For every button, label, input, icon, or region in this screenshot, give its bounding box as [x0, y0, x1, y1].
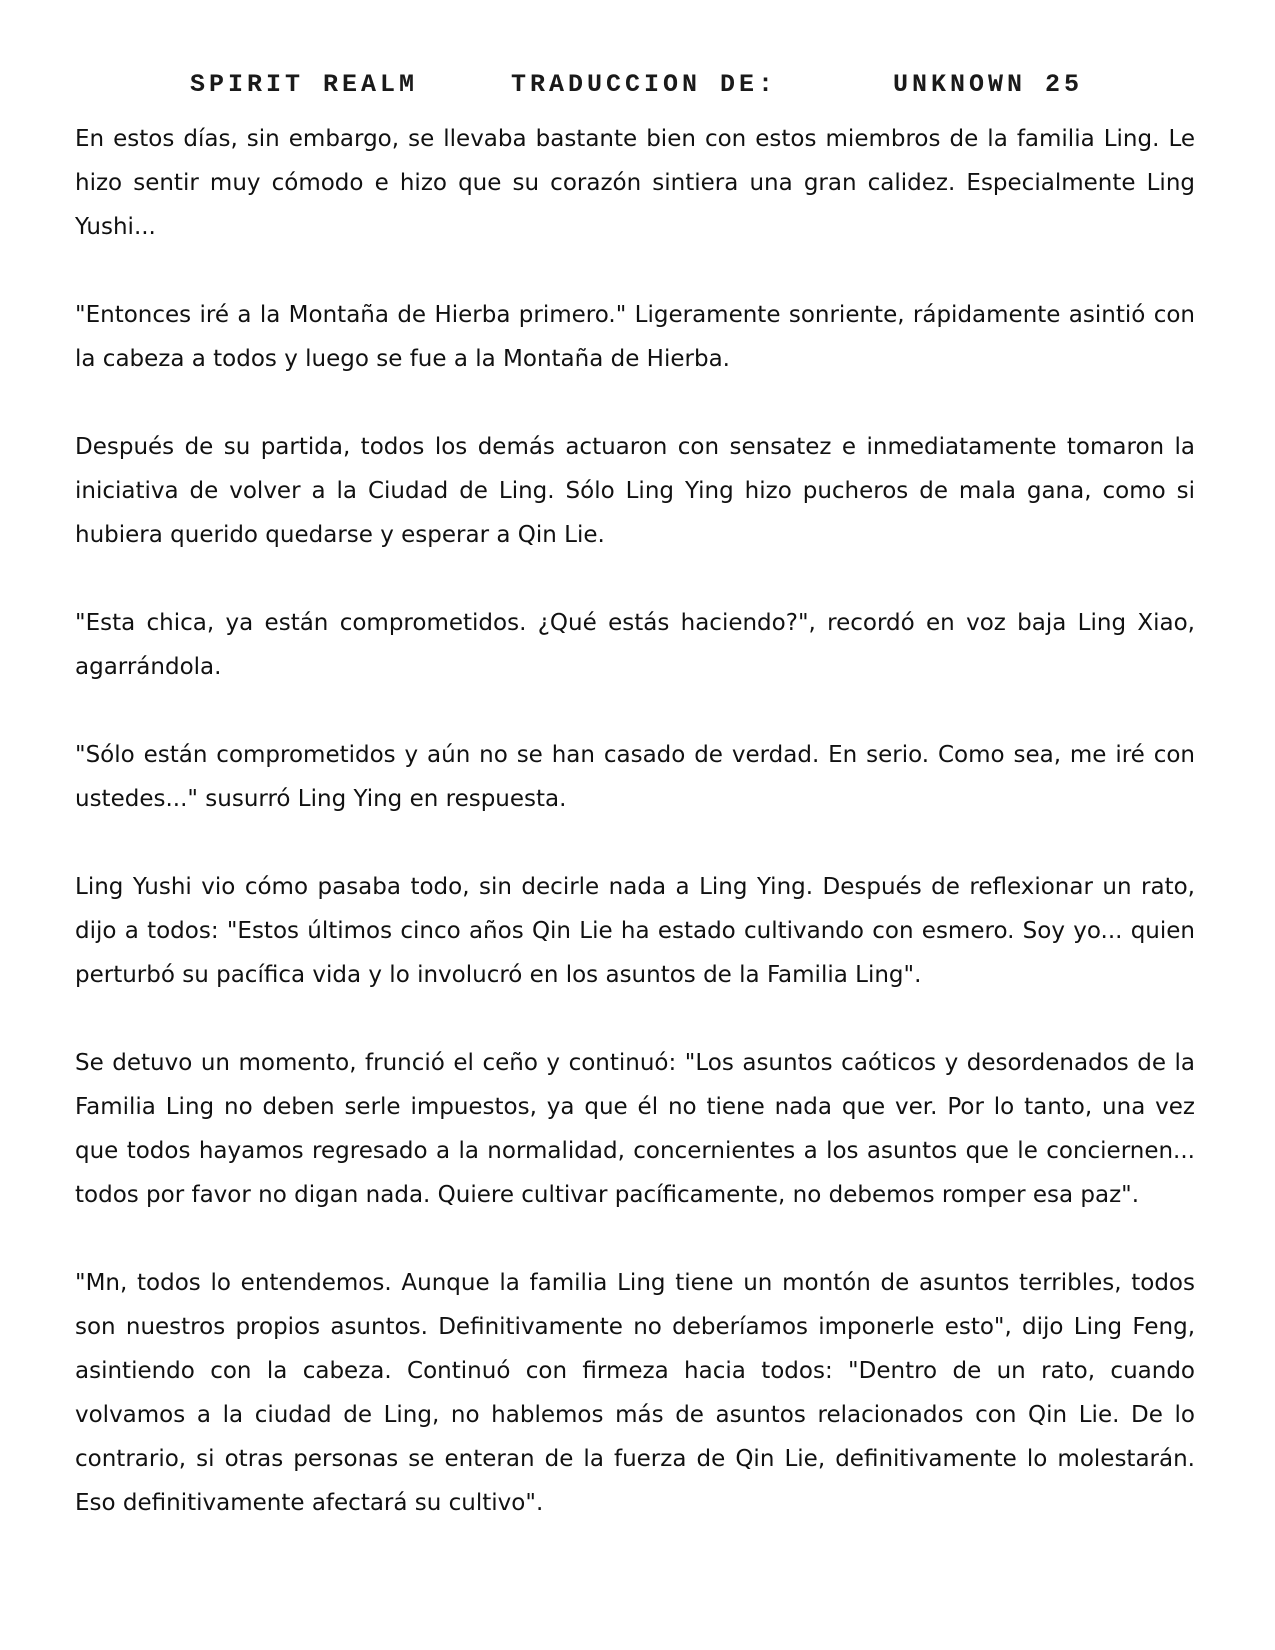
paragraph: En estos días, sin embargo, se llevaba bastante bien con estos miembros de la familia Ling. Le hizo sentir muy cómodo e hizo que su corazón sintiera una gran calidez. Especialmente Ling Yushi...	[75, 126, 1195, 240]
header-series-title: SPIRIT REALM	[190, 70, 419, 99]
page-header	[0, 70, 1275, 110]
paragraph: Después de su partida, todos los demás actuaron con sensatez e inmediatamente tomaron la iniciativa de volver a la Ciudad de Ling. Sólo Ling Ying hizo pucheros de mala gana, como si hubiera querido quedarse y esperar a Qin Lie.	[75, 434, 1195, 548]
header-translation-label: TRADUCCION DE:	[511, 70, 778, 99]
paragraph: "Sólo están comprometidos y aún no se han casado de verdad. En serio. Como sea, me iré con ustedes..." susurró Ling Ying en respuesta.	[75, 742, 1195, 812]
paragraph: "Esta chica, ya están comprometidos. ¿Qué estás haciendo?", recordó en voz baja Ling Xiao, agarrándola.	[75, 610, 1195, 680]
paragraph: Se detuvo un momento, frunció el ceño y continuó: "Los asuntos caóticos y desordenados de la Familia Ling no deben serle impuestos, ya que él no tiene nada que ver. Por lo tanto, una vez que todos hayamos regresado a la normalidad, concernientes a los asuntos que le conciernen... todos por favor no digan nada. Quiere cultivar pacíficamente, no debemos romper esa paz".	[75, 1050, 1195, 1208]
paragraph: "Mn, todos lo entendemos. Aunque la familia Ling tiene un montón de asuntos terribles, todos son nuestros propios asuntos. Definitivamente no deberíamos imponerle esto", dijo Ling Feng, asintiendo con la cabeza. Continuó con firmeza hacia todos: "Dentro de un rato, cuando volvamos a la ciudad de Ling, no hablemos más de asuntos relacionados con Qin Lie. De lo contrario, si otras personas se enteran de la fuerza de Qin Lie, definitivamente lo molestarán. Eso definitivamente afectará su cultivo".	[75, 1270, 1195, 1516]
header-translator-name: UNKNOWN 25	[893, 70, 1084, 99]
paragraph: "Entonces iré a la Montaña de Hierba primero." Ligeramente sonriente, rápidamente asintió con la cabeza a todos y luego se fue a la Montaña de Hierba.	[75, 302, 1195, 372]
paragraph: Ling Yushi vio cómo pasaba todo, sin decirle nada a Ling Ying. Después de reflexionar un rato, dijo a todos: "Estos últimos cinco años Qin Lie ha estado cultivando con esmero. Soy yo... quien perturbó su pacífica vida y lo involucró en los asuntos de la Familia Ling".	[75, 874, 1195, 988]
document-body	[75, 117, 1195, 1525]
